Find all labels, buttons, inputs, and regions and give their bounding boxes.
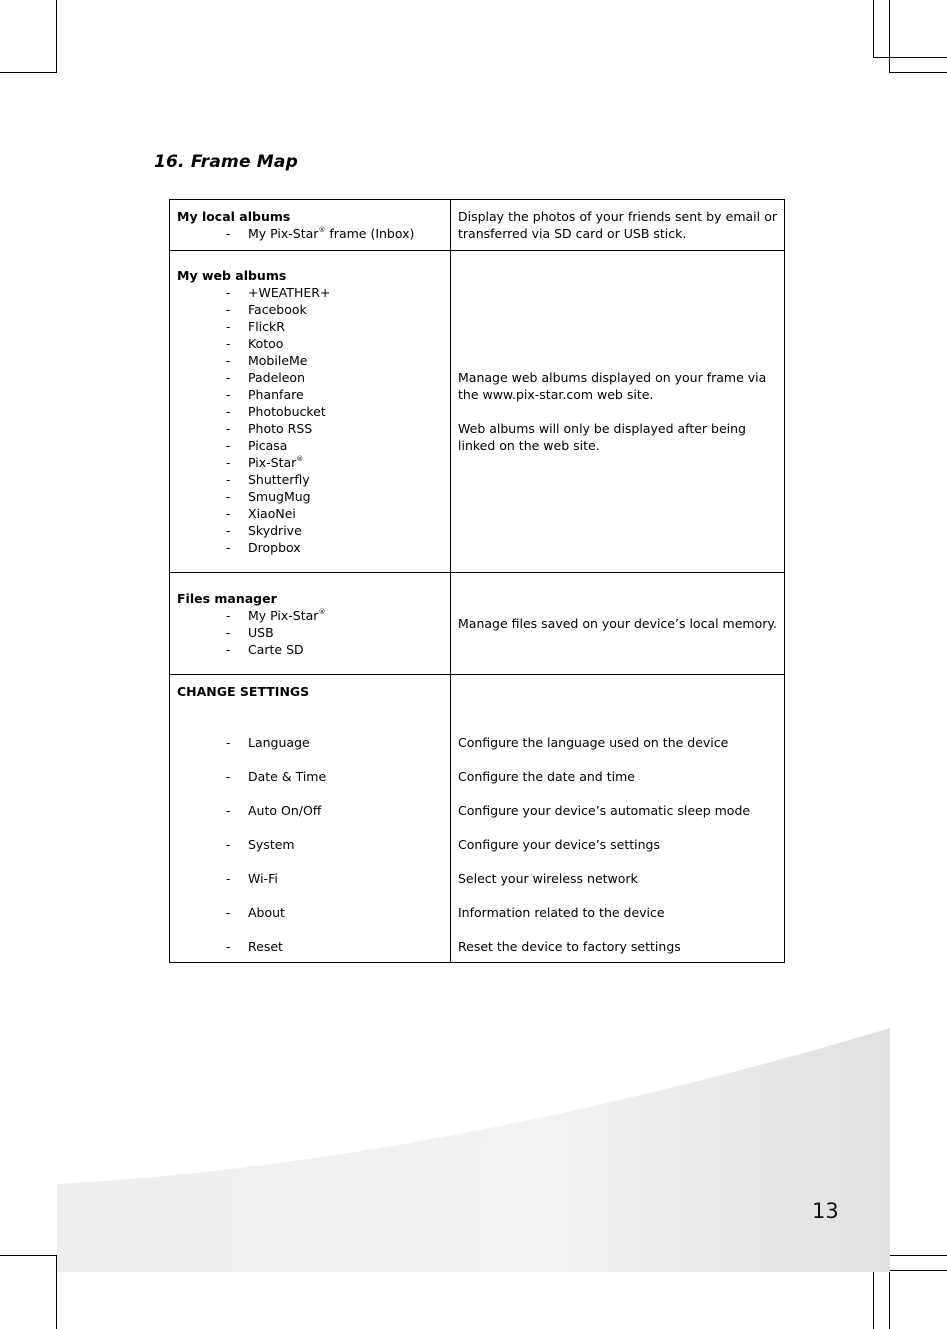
footer-swoosh [57,1028,890,1272]
list-item: - Kotoo [226,336,284,351]
web-albums-title: My web albums [177,268,287,283]
list-item: - Wi-Fi [226,870,278,886]
files-manager-description: Manage files saved on your device’s local memory. [451,573,785,675]
settings-description: Configure your device’s settings [458,836,661,852]
table-row [170,573,785,675]
crop-mark [873,0,874,58]
crop-mark [889,0,890,73]
settings-description: Reset the device to factory settings [458,938,681,954]
list-item: - +WEATHER+ [226,285,331,300]
list-item: - Auto On/Off [226,802,322,818]
crop-mark [889,1255,947,1256]
list-item: - Dropbox [226,540,301,555]
list-item: - XiaoNei [226,506,296,521]
list-item: - Picasa [226,438,288,453]
local-albums-title: My local albums [177,209,291,224]
web-albums-cell [170,251,451,573]
settings-description: Configure the date and time [458,768,635,784]
files-manager-title: Files manager [177,590,277,606]
settings-description: Information related to the device [458,904,665,920]
settings-descriptions [451,675,785,963]
crop-mark [889,72,947,73]
list-item: - FlickR [226,319,285,334]
list-item: - Date & Time [226,768,327,784]
list-item: - Photo RSS [226,421,313,436]
settings-description: Configure your device’s automatic sleep mode [458,802,751,818]
web-albums-description-2: Web albums will only be displayed after being linked on the web site. [458,421,746,453]
list-item: - SmugMug [226,489,311,504]
crop-mark [0,1255,57,1256]
web-albums-description-1: Manage web albums displayed on your frame via the www.pix-star.com web site. [458,370,767,402]
crop-mark [873,57,947,58]
list-item: - Carte SD [226,641,304,657]
table-row [170,251,785,573]
list-item: - Padeleon [226,370,305,385]
web-albums-description [451,251,785,573]
list-item: - Language [226,734,310,750]
local-albums-cell [170,200,451,251]
list-item: - My Pix-Star® [226,607,326,623]
page-title: 16. Frame Map [154,152,298,172]
table-row [170,675,785,963]
list-item: - Facebook [226,302,307,317]
settings-cell [170,675,451,963]
list-item: - Reset [226,938,283,954]
list-item: - Phanfare [226,387,304,402]
list-item: - Photobucket [226,404,326,419]
frame-map-table [169,199,785,963]
local-albums-description: Display the photos of your friends sent by email or transferred via SD card or USB stick. [451,200,785,251]
crop-mark [56,0,57,73]
settings-title: CHANGE SETTINGS [177,683,310,699]
page-number: 13 [812,1199,839,1223]
crop-mark [0,72,57,73]
list-item: - MobileMe [226,353,308,368]
settings-description: Configure the language used on the device [458,734,729,750]
list-item: - Skydrive [226,523,302,538]
list-item: - My Pix-Star® frame (Inbox) [226,226,415,241]
list-item: - About [226,904,285,920]
files-manager-cell [170,573,451,675]
table-row [170,200,785,251]
list-item: - System [226,836,295,852]
list-item: - USB [226,624,274,640]
list-item: - Pix-Star® [226,455,304,470]
crop-mark [873,1270,874,1329]
list-item: - Shutterfly [226,472,310,487]
settings-description: Select your wireless network [458,870,638,886]
